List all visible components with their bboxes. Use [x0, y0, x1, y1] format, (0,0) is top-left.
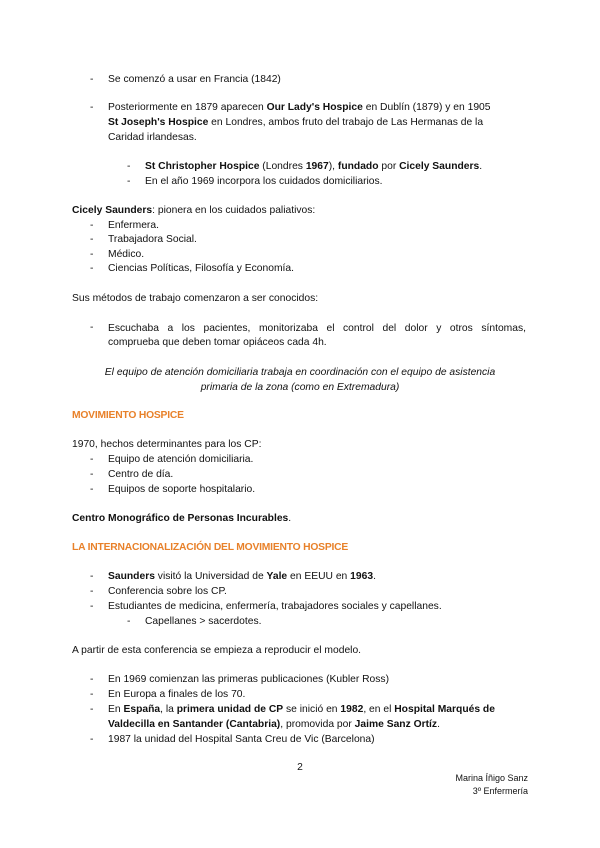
bullet-dash: - — [90, 102, 94, 113]
bullet-dash: - — [90, 674, 94, 685]
section-heading-movimiento-hospice: MOVIMIENTO HOSPICE — [72, 410, 184, 421]
paragraph-posteriormente-line3: Caridad irlandesas. — [108, 132, 197, 143]
bullet-dash: - — [90, 484, 94, 495]
methods-line1: Escuchaba a los pacientes, monitorizaba el control del dolor y otros síntomas, — [108, 323, 526, 334]
list-item-saunders-yale: Saunders visitó la Universidad de Yale en EEUU en 1963. — [108, 571, 376, 582]
paragraph-posteriormente-line2: St Joseph's Hospice en Londres, ambos fruto del trabajo de Las Hermanas de la — [108, 117, 484, 128]
saunders-intro: Cicely Saunders: pionera en los cuidados paliativos: — [72, 205, 316, 216]
bullet-dash: - — [90, 454, 94, 465]
methods-intro: Sus métodos de trabajo comenzaron a ser conocidos: — [72, 293, 319, 304]
bullet-dash: - — [90, 263, 94, 274]
paragraph-posteriormente-line1: Posteriormente en 1879 aparecen Our Lady's Hospice en Dublín (1879) y en 1905 — [108, 102, 491, 113]
sub-item-st-christopher: St Christopher Hospice (Londres 1967), fundado por Cicely Saunders. — [145, 161, 483, 172]
list-item: Conferencia sobre los CP. — [108, 586, 227, 597]
list-item: Médico. — [108, 249, 145, 260]
bullet-dash: - — [90, 322, 94, 333]
bullet-dash: - — [90, 469, 94, 480]
list-item: 1987 la unidad del Hospital Santa Creu de Vic (Barcelona) — [108, 734, 375, 745]
sub-item-1969: En el año 1969 incorpora los cuidados domiciliarios. — [145, 176, 383, 187]
bullet-dash: - — [90, 234, 94, 245]
list-item: Enfermera. — [108, 220, 159, 231]
list-item-espana-line2: Valdecilla en Santander (Cantabria), promovida por Jaime Sanz Ortíz. — [108, 719, 440, 730]
bullet-dash: - — [90, 74, 94, 85]
methods-line2: comprueba que deben tomar opiáceos cada 4h. — [108, 337, 327, 348]
italic-note-line1: El equipo de atención domiciliaria trabaja en coordinación con el equipo de asistencia — [104, 367, 496, 378]
bullet-dash: - — [90, 586, 94, 597]
centro-monografico: Centro Monográfico de Personas Incurables. — [72, 513, 292, 524]
list-item: Equipos de soporte hospitalario. — [108, 484, 256, 495]
bullet-dash: - — [90, 734, 94, 745]
bullet-dash: - — [127, 616, 131, 627]
bullet-dash: - — [127, 161, 131, 172]
list-item-espana-line1: En España, la primera unidad de CP se inició en 1982, en el Hospital Marqués de — [108, 704, 495, 715]
list-item: Ciencias Políticas, Filosofía y Economía. — [108, 263, 294, 274]
list-item: Trabajadora Social. — [108, 234, 197, 245]
bullet-dash: - — [90, 571, 94, 582]
list-item: En Europa a finales de los 70. — [108, 689, 246, 700]
list-item: Centro de día. — [108, 469, 174, 480]
bullet-dash: - — [90, 689, 94, 700]
section2-intro2: A partir de esta conferencia se empieza a reproducir el modelo. — [72, 645, 362, 656]
section1-intro: 1970, hechos determinantes para los CP: — [72, 439, 262, 450]
list-item: Estudiantes de medicina, enfermería, trabajadores sociales y capellanes. — [108, 601, 442, 612]
bullet-dash: - — [90, 601, 94, 612]
list-item: En 1969 comienzan las primeras publicaciones (Kubler Ross) — [108, 674, 390, 685]
bullet-dash: - — [90, 220, 94, 231]
paragraph-francia: Se comenzó a usar en Francia (1842) — [108, 74, 281, 85]
bullet-dash: - — [90, 704, 94, 715]
footer-author: Marina Íñigo Sanz — [455, 773, 528, 783]
italic-note-line2: primaria de la zona (como en Extremadura) — [200, 382, 400, 393]
sub-item-capellanes: Capellanes > sacerdotes. — [145, 616, 262, 627]
page-number: 2 — [297, 762, 303, 773]
list-item: Equipo de atención domiciliaria. — [108, 454, 254, 465]
footer-course: 3º Enfermería — [472, 786, 528, 796]
bullet-dash: - — [90, 249, 94, 260]
bullet-dash: - — [127, 176, 131, 187]
section-heading-internacionalizacion: LA INTERNACIONALIZACIÓN DEL MOVIMIENTO HOSPICE — [72, 542, 349, 553]
